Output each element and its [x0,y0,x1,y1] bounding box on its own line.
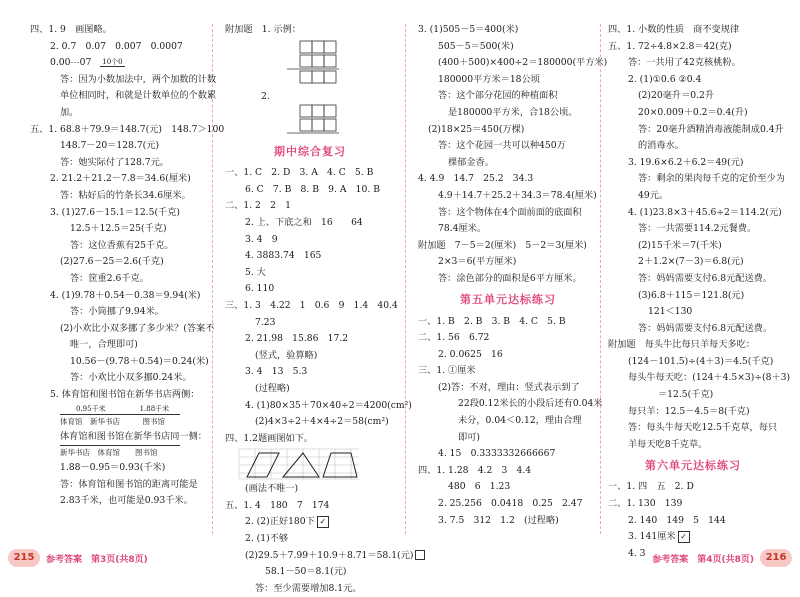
column-3 [418,22,608,542]
text-line: 4. 3 [628,547,646,559]
text-line: 2. 25.256 0.0418 0.25 2.47 [438,498,583,510]
text-line: 49元。 [638,189,669,201]
check-mark-icon: ✓ [317,516,329,528]
text-line: 0.00⋯07 10个0 [50,57,123,69]
text-line: 5. 大 [245,266,266,278]
text-line: 2. 21.2＋21.2－7.8＝34.6(厘米) [50,173,191,185]
text-line: 一、1. C 2. D 3. A 4. C 5. B [225,167,374,179]
text-line: 2. (1)①0.6 ②0.4 [628,73,702,85]
distance-label: 0.95千米 1.88千米 [76,404,170,413]
text-line: 2. (1)不够 [245,533,289,545]
text-line: 答：妈妈需要支付6.8元配送费。 [638,272,773,284]
text-line: 6. 110 [245,283,275,295]
text-line: 2. 0.7 0.07 0.007 0.0007 [50,40,183,52]
text-line: 答：至少需要增加8.1元。 [255,582,362,594]
text-line: 棵郁金香。 [448,156,494,168]
text-line: (2)4×3÷2＋4×4÷2＝58(cm²) [255,416,389,428]
column-1 [30,22,225,542]
text-line: 答：这个花园一共可以种450万 [438,140,566,152]
text-line: 3. 141厘米 ✓ [608,529,778,546]
text-line: 505－5＝500(米) [438,40,514,52]
text-line: 四、1.2题画图如下。 [225,432,314,444]
text-line: 答：一共需要114.2元餐费。 [638,223,757,235]
text-line: 二、1. 56 6.72 [418,332,490,344]
text-line: 答：她实际付了128.7元。 [60,156,169,168]
text-line: (2)答：不对，理由：竖式表示到了 [438,381,580,393]
text-line: 答：体育馆和图书馆的距离可能是 [60,478,198,490]
text-line: 58.1－50＝8.1(元) [265,566,347,578]
text-line: (2)18×25＝450(万棵) [428,123,525,135]
text-line: 480 6 1.23 [448,481,511,493]
text-line: 12.5＋12.5＝25(千克) [70,223,167,235]
text-line: (400＋500)×400÷2＝180000(平方米) [438,57,608,69]
text-line: (2)15千米＝7(千米) [638,239,722,251]
text-line: 20×0.009＋0.2＝0.4(升) [638,106,748,118]
parallelogram-grid-figure [225,447,395,481]
text-line: 附加题 每头牛比每只羊每天多吃： [608,339,755,351]
text-line: 2. 21.98 15.86 17.2 [245,333,349,345]
footer-text: 参考答案 第4页(共8页) [652,554,754,565]
footer-text: 参考答案 第3页(共8页) [46,554,148,565]
text-line: 4. (1)80×35＋70×40÷2＝4200(cm²) [245,399,412,411]
text-line: 148.7－20＝128.7(元) [60,140,160,152]
text-line: 2＋1.2×(7－3)＝6.8(元) [638,256,744,268]
text-line: (124－101.5)÷(4＋3)＝4.5(千克) [628,355,774,367]
text-line: 二、1. 2 2 1 [225,200,291,212]
text-line: 3. (1)27.6－15.1＝12.5(千克) [50,206,180,218]
text-line: 五、1. 68.8＋79.9＝148.7(元) 148.7＞100 [30,123,225,135]
text-line: 答：涂色部分的面积是6平方厘米。 [438,272,582,284]
text-line: 180000平方米＝18公顷 [438,73,540,85]
text-line: 4.9＋14.7＋25.2＋34.3＝78.4(厘米) [438,189,597,201]
text-line: 附加题 7－5＝2(厘米) 5－2＝3(厘米) [418,239,587,251]
text-line: 答：这个物体在4个面前面的底面积 [438,206,582,218]
text-line: (3)6.8＋115＝121.8(元) [638,289,745,301]
text-line: 答：这个部分花园的种植面积 [438,90,558,102]
text-line: (竖式，验算略) [255,349,318,361]
text-line: ＝12.5(千克) [658,389,714,401]
text-line: 答：粘好后的竹条长34.6厘米。 [60,189,191,201]
addition-grid-figure [225,39,395,89]
text-line: 三、1. 3 4.22 1 0.6 9 1.4 40.4 [225,299,398,311]
text-line: 2. (2)正好180下 ✓ [225,514,395,531]
text-line: (2)小欢比小双多挪了多少米？(答案不 [60,322,215,334]
text-line: 3. 19.6×6.2＋6.2＝49(元) [628,156,744,168]
text-line: 2. 0.0625 16 [438,348,503,360]
text-line: 3. 7.5 312 1.2 (过程略) [438,514,559,526]
text-line: (过程略) [255,382,290,394]
text-line: 78.4厘米。 [438,223,487,235]
subtraction-grid-figure [225,105,395,139]
text-line: 121＜130 [648,306,693,318]
number-line-label: 体育馆 新华书店 图书馆 [60,414,180,429]
text-line: 10.56－(9.78＋0.54)＝0.24(米) [70,355,209,367]
column-2 [225,22,414,594]
answer-box [415,550,425,560]
text-line: 四、1. 9 画图略。 [30,24,112,35]
text-line: (2)29.5＋7.99＋10.9＋8.71＝58.1(元) [225,548,395,565]
text-line: 答：小筒挪了9.94米。 [70,306,164,318]
text-line: 的消毒水。 [638,140,684,152]
text-line: 7.23 [255,316,276,328]
text-line: 3. 4 9 [245,233,278,245]
text-line: 2. 上、下底之和 16 64 [245,216,363,228]
fraction: 10个0 [102,58,123,67]
text-line: 四、1. 小数的性质 商不变规律 [608,24,740,35]
text-line: 答：筐重2.6千克。 [70,272,149,284]
section-heading: 期中综合复习 [274,144,346,158]
text-line: 2×3＝6(平方厘米) [438,256,517,268]
text-line: 单位相同时，和就是计数单位的个数累 [60,90,217,102]
text-line: 二、1. 130 139 [608,498,683,510]
text-line: 一、1. B 2. B 3. B 4. C 5. B [418,315,566,327]
text-line: 答：每头牛每天吃12.5千克草，每只 [628,422,778,434]
page-number: 216 [760,549,792,567]
page-number: 215 [8,549,40,567]
text-line: 答：因为小数加法中，两个加数的计数 [60,73,217,85]
text-line: 三、1. ①厘米 [418,365,476,377]
text-line: 6. C 7. B 8. B 9. A 10. B [245,183,380,195]
text-line: 4. 15 0.3333332666667 [438,448,556,460]
text-line: 4. (1)9.78＋0.54－0.38＝9.94(米) [50,289,201,301]
text-line: 答：剩余的果肉每千克的定价至少为 [638,173,785,185]
text-line: (画法不唯一) [245,483,299,495]
text-line: 一、1. 四 五 2. D [608,481,694,493]
text-line: 唯一，合理即可) [70,339,138,351]
vertical-subtraction-figure [225,105,395,139]
text-line: 2. [261,90,270,102]
text-line: 22段0.12米长的小段后还有0.04米 [458,398,603,410]
text-line: 加。 [60,106,79,118]
text-line: 2.83千米，也可能是0.93千米。 [60,495,193,507]
text-line: 每只羊：12.5－4.5＝8(千克) [628,405,750,417]
text-line: 未分，0.04＜0.12，理由合理 [458,415,582,427]
text-line: 体育馆和图书馆在新华书店同一侧： [60,430,207,442]
text-line: 答：20毫升酒精消毒液能制成0.4升 [638,123,784,135]
text-line: 即可) [458,431,480,443]
text-line: (2)27.6－25＝2.6(千克) [60,256,164,268]
text-line: 3. (1)505－5＝400(米) [418,24,519,35]
text-line: 五、1. 4 180 7 174 [225,499,330,511]
text-line: 羊每天吃8千克草。 [628,438,708,450]
text-line: 4. (1)23.8×3＋45.6÷2＝114.2(元) [628,206,782,218]
text-line: 每头牛每天吃：(124＋4.5×3)÷(8＋3) [628,372,791,384]
text-line: (2)20毫升＝0.2升 [638,90,715,102]
section-heading: 第六单元达标练习 [645,459,741,473]
footer-left [2,547,148,569]
text-line: 答：小欢比小双多挪0.24米。 [70,372,192,384]
text-line: 4. 3883.74 165 [245,250,322,262]
text-line: 四、1. 1.28 4.2 3 4.4 [418,464,532,476]
text-line: 答：这位香蕉有25千克。 [70,239,174,251]
text-line: 五、1. 72÷4.8×2.8＝42(克) [608,40,732,52]
text-line: 附加题 1. 示例： [225,24,301,35]
text-line: 5. 体育馆和图书馆在新华书店两侧： [50,389,200,401]
text-line: 答：一共用了42克核桃粉。 [628,57,741,69]
footer-right [652,547,798,569]
section-heading: 第五单元达标练习 [460,293,556,307]
check-mark-icon: ✓ [678,531,690,543]
number-line-label: 新华书店 体育馆 图书馆 [60,445,180,460]
text-line: 3. 4 13 5.3 [245,366,308,378]
text-line: 4. 4.9 14.7 25.2 34.3 [418,173,534,185]
text-line: 是180000平方米，合18公顷。 [448,106,578,118]
grid-drawing-figure [225,447,395,481]
vertical-addition-figure [225,39,395,89]
text-line: 2. 140 149 5 144 [628,514,726,526]
text-line: 1.88－0.95＝0.93(千米) [60,462,166,474]
text-line: 答：妈妈需要支付6.8元配送费。 [638,322,773,334]
